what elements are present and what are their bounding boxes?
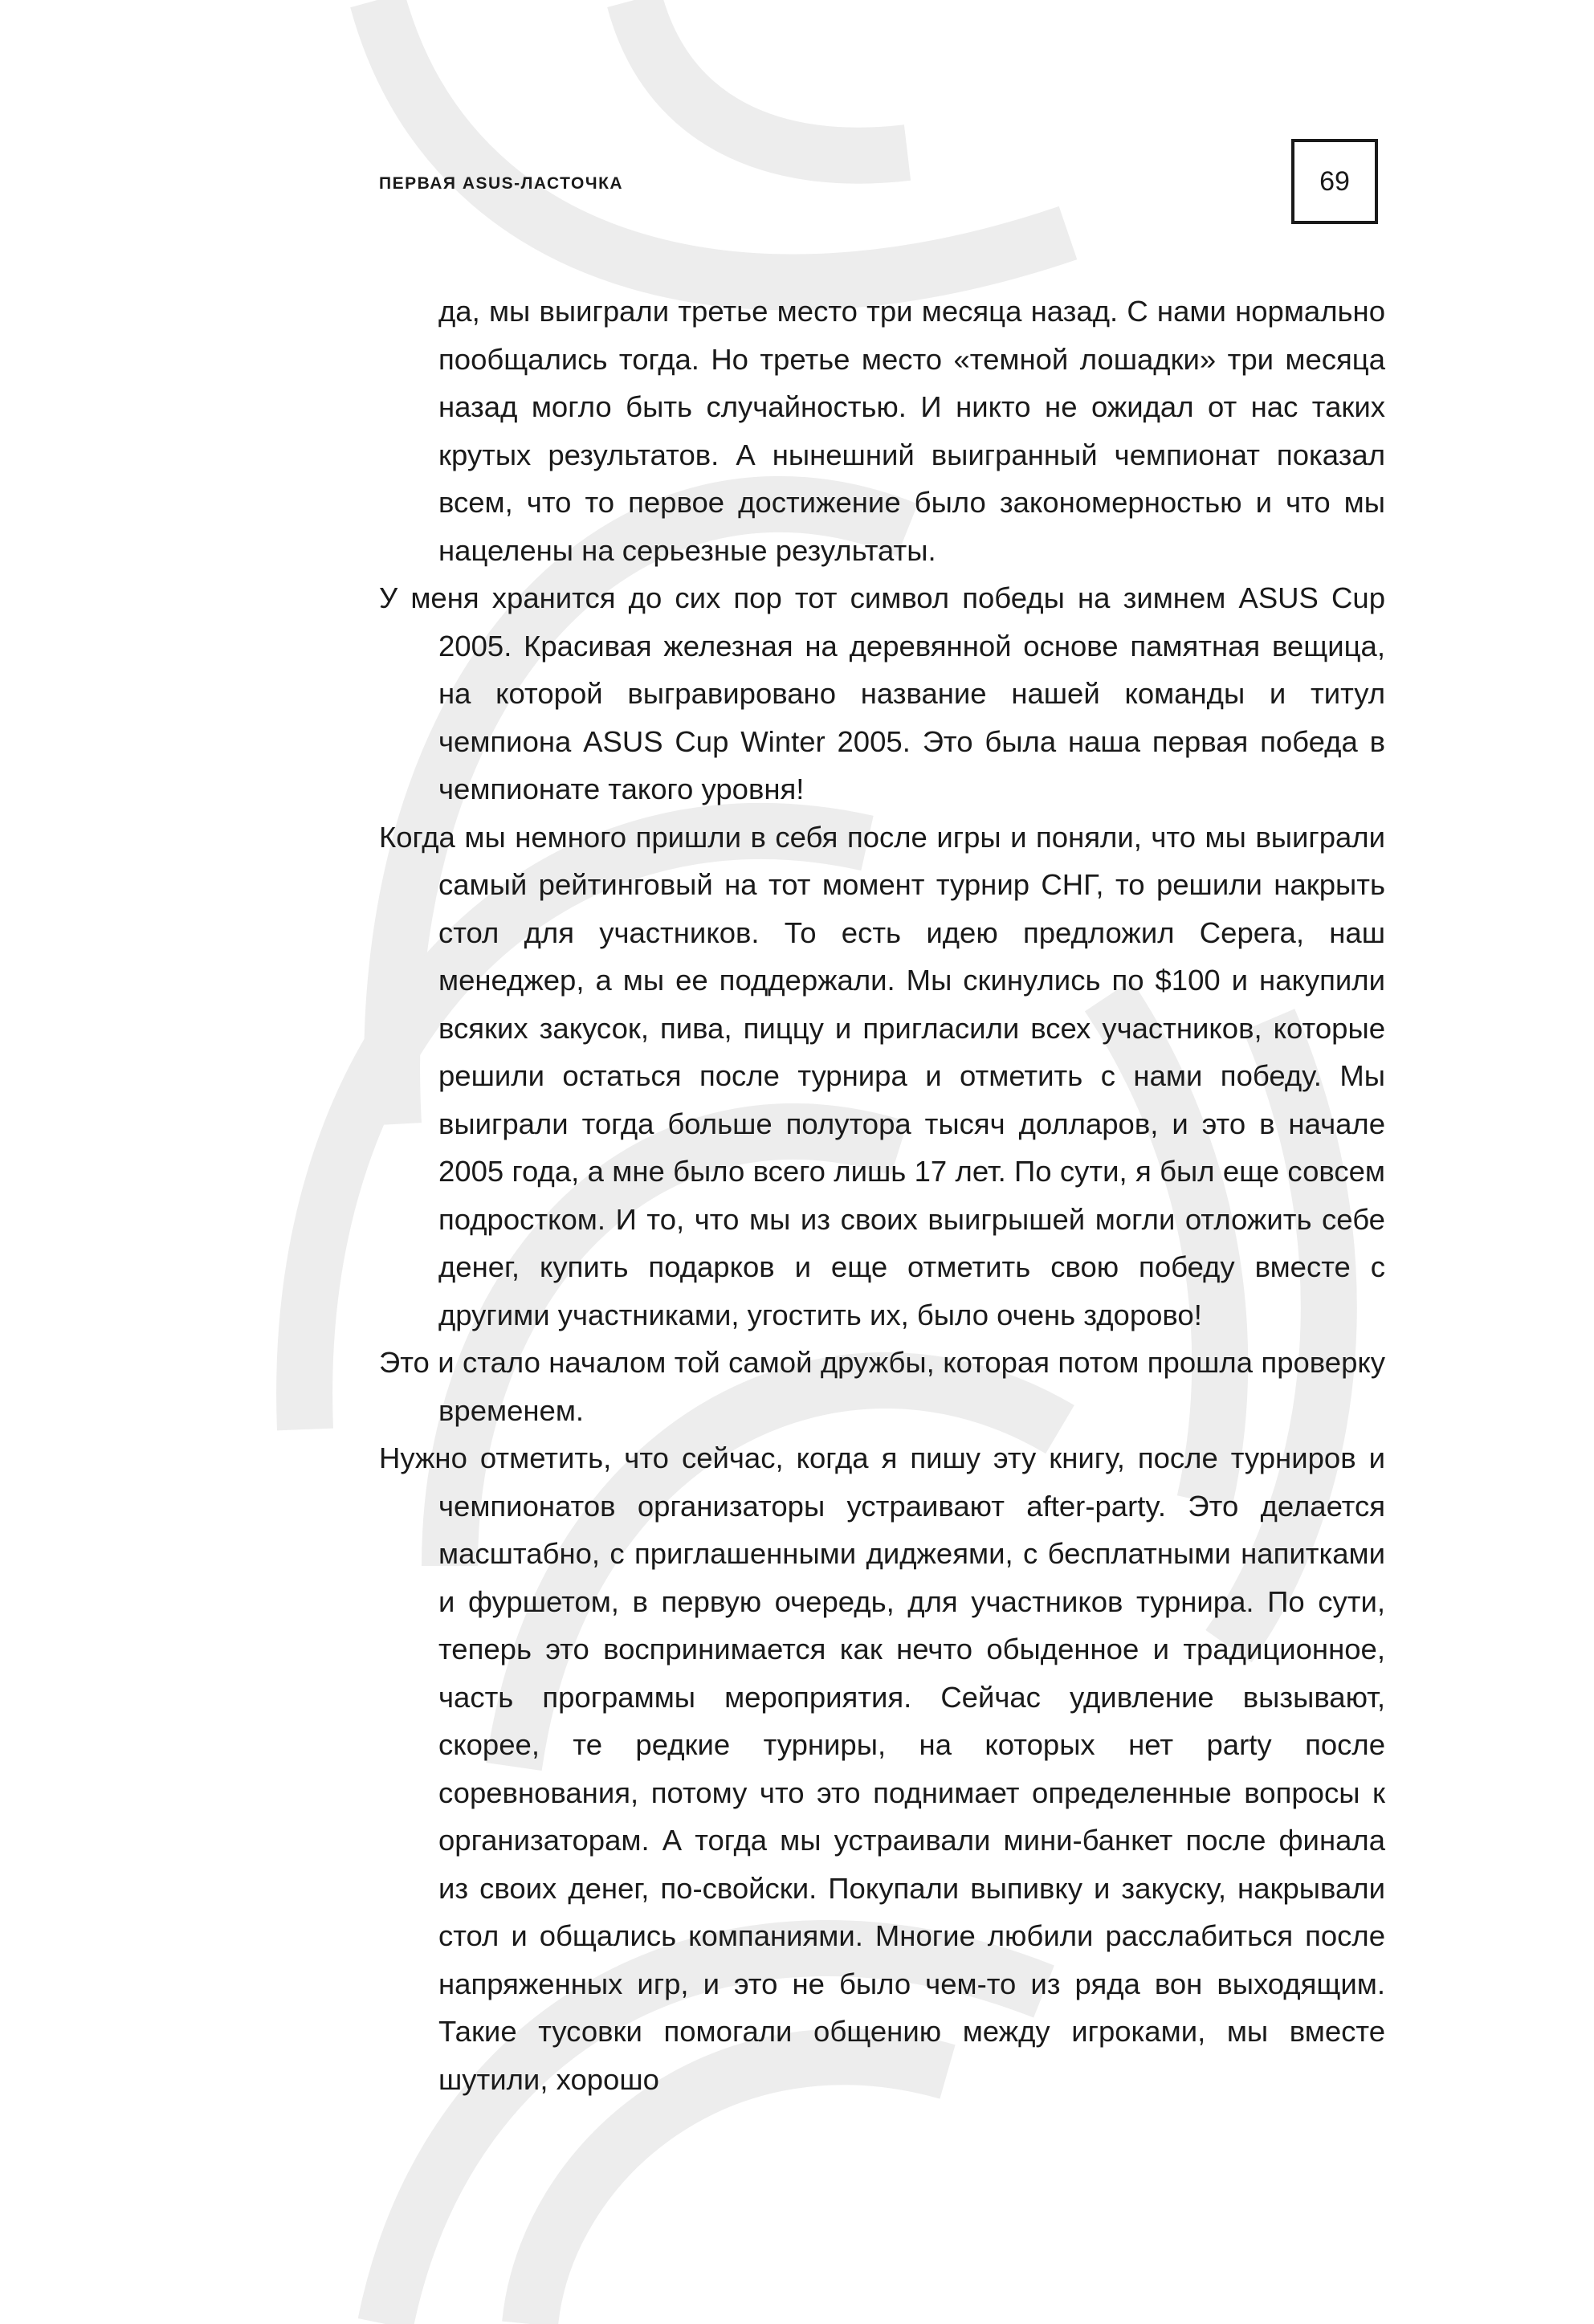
- paragraph-2: У меня хранится до сих пор тот символ победы на зимнем ASUS Cup 2005. Красивая железная на деревянной основе памятная вещица, на которой выгравировано название нашей команды и титул чемпиона ASUS Cup Winter 2005. Это была наша первая победа в чемпионате такого уровня!: [379, 581, 1385, 805]
- paragraph-3: Когда мы немного пришли в себя после игры и поняли, что мы выиграли самый рейтинговый на тот момент турнир СНГ, то решили накрыть стол для участников. То есть идею предложил Серега, наш менеджер, а мы ее поддержали. Мы скинулись по $100 и накупили всяких закусок, пива, пиццу и пригласили всех участников, которые решили остаться после турнира и отметить с нами победу. Мы выиграли тогда больше полутора тысяч долларов, и это в начале 2005 года, а мне было всего лишь 17 лет. По сути, я был еще совсем подростком. И то, что мы из своих выигрышей могли отложить себе денег, купить подарков и еще отметить свою победу вместе с другими участниками, угостить их, было очень здорово!: [379, 820, 1385, 1331]
- page-number: 69: [1319, 165, 1350, 197]
- paragraph-5: Нужно отметить, что сейчас, когда я пишу эту книгу, после турниров и чемпионатов организаторы устраивают after-party. Это делается масштабно, с приглашенными диджеями, с бесплатными напитками и фуршетом, в первую очередь, для участников турнира. По сути, теперь это воспринимается как нечто обыденное и традиционное, часть программы мероприятия. Сейчас удивление вызывают, скорее, те редкие турниры, на которых нет party после соревнования, потому что это поднимает определенные вопросы к организаторам. А тогда мы устраивали мини-банкет после финала из своих денег, по-свойски. Покупали выпивку и закуску, накрывали стол и общались компаниями. Многие любили расслабиться после напряженных игр, и это не было чем-то из ряда вон выходящим. Такие тусовки помогали общению между игроками, мы вместе шутили, хорошо: [379, 1441, 1385, 2096]
- body-text: [379, 287, 1385, 2103]
- running-title: ПЕРВАЯ ASUS-ЛАСТОЧКА: [379, 174, 624, 193]
- paragraph-1: да, мы выиграли третье место три месяца назад. С нами нормально пообщались тогда. Но третье место «темной лошадки» три месяца назад могло быть случайностью. И никто не ожидал от нас таких крутых результатов. А нынешний выигранный чемпионат показал всем, что то первое достижение было закономерностью и что мы нацелены на серьезные результаты.: [438, 295, 1385, 567]
- paragraph-4: Это и стало началом той самой дружбы, которая потом прошла проверку временем.: [379, 1346, 1385, 1427]
- page-number-box: [1291, 139, 1378, 224]
